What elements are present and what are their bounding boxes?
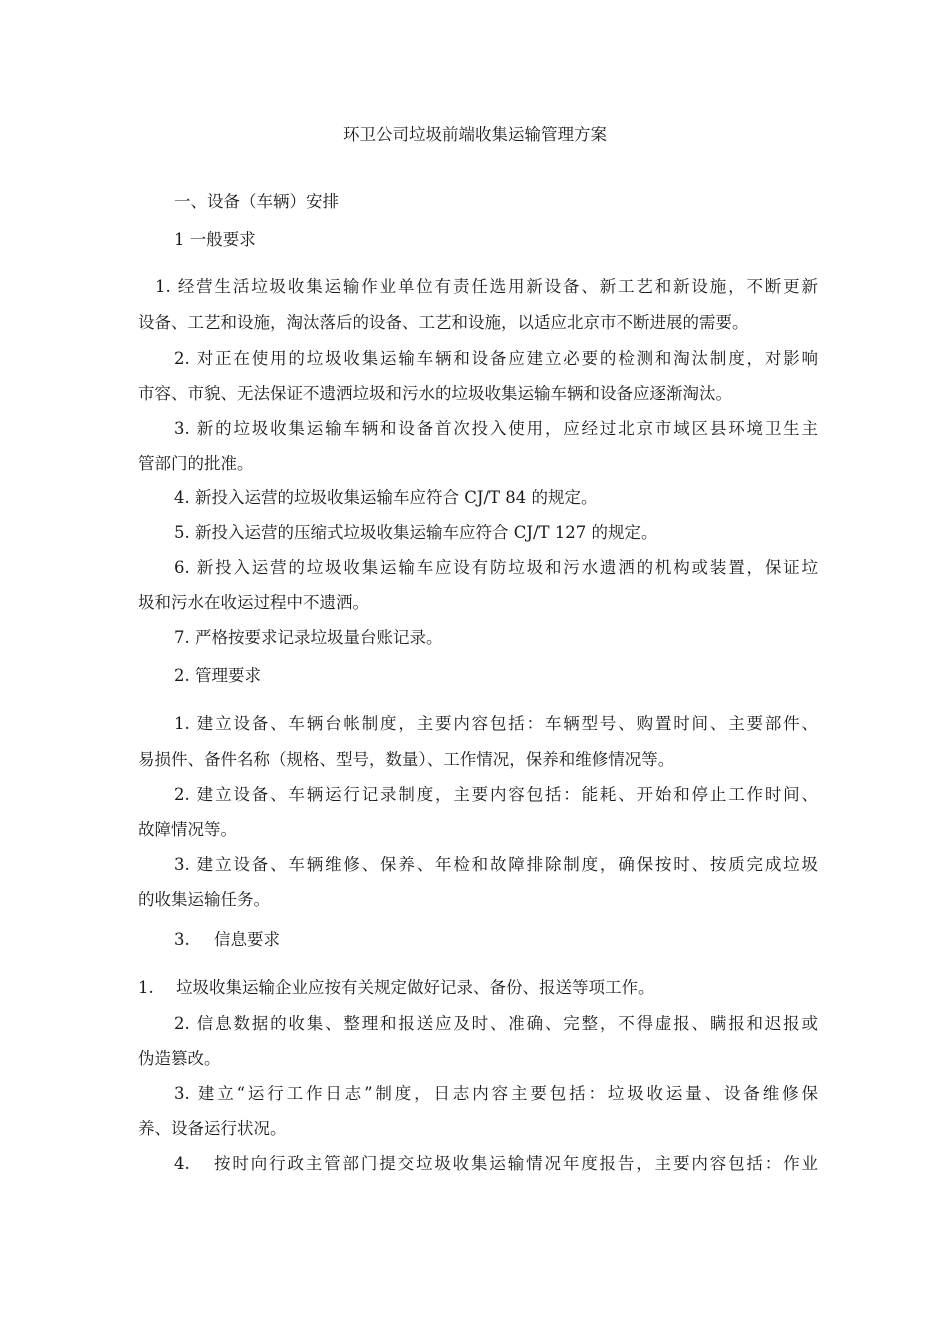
paragraph-line: 伪造篡改。 — [138, 1049, 221, 1068]
paragraph-line: 易损件、备件名称（规格、型号，数量）、工作情况，保养和维修情况等。 — [138, 750, 675, 769]
paragraph-line: 圾和污水在收运过程中不遗洒。 — [138, 593, 369, 612]
list-item-number: 1. — [138, 978, 154, 997]
paragraph-line: 垃圾收集运输企业应按有关规定做好记录、备份、报送等项工作。 — [176, 978, 655, 997]
paragraph-line: 的收集运输任务。 — [138, 890, 270, 909]
document-title: 环卫公司垃圾前端收集运输管理方案 — [343, 125, 607, 144]
paragraph-line: 5. 新投入运营的压缩式垃圾收集运输车应符合 CJ/T 127 的规定。 — [174, 523, 658, 542]
list-item-number: 4. — [174, 1154, 190, 1173]
subsection-heading-general: 1 一般要求 — [174, 230, 256, 249]
paragraph-line: 6. 新投入运营的垃圾收集运输车应设有防垃圾和污水遗洒的机构或装置，保证垃 — [174, 558, 818, 577]
subsection-heading-management: 2. 管理要求 — [174, 666, 261, 685]
section-heading-equipment: 一、设备（车辆）安排 — [174, 192, 339, 211]
paragraph-line: 1. 经营生活垃圾收集运输作业单位有责任选用新设备、新工艺和新设施，不断更新 — [155, 277, 818, 296]
paragraph-line: 设备、工艺和设施，淘汰落后的设备、工艺和设施，以适应北京市不断进展的需要。 — [138, 313, 749, 332]
subsection-heading-info: 信息要求 — [214, 930, 280, 949]
paragraph-line: 1. 建立设备、车辆台帐制度，主要内容包括：车辆型号、购置时间、主要部件、 — [174, 714, 818, 733]
subsection-heading-info-number: 3. — [174, 930, 190, 949]
paragraph-line: 2. 对正在使用的垃圾收集运输车辆和设备应建立必要的检测和淘汰制度，对影响 — [174, 349, 818, 368]
paragraph-line: 故障情况等。 — [138, 820, 237, 839]
paragraph-line: 3. 新的垃圾收集运输车辆和设备首次投入使用，应经过北京市域区县环境卫生主 — [174, 419, 818, 438]
paragraph-line: 3. 建立“运行工作日志”制度，日志内容主要包括：垃圾收运量、设备维修保 — [174, 1084, 818, 1103]
paragraph-line: 2. 建立设备、车辆运行记录制度，主要内容包括：能耗、开始和停止工作时间、 — [174, 785, 818, 804]
paragraph-line: 按时向行政主管部门提交垃圾收集运输情况年度报告，主要内容包括：作业 — [214, 1154, 818, 1173]
paragraph-line: 养、设备运行状况。 — [138, 1119, 287, 1138]
paragraph-line: 7. 严格按要求记录垃圾量台账记录。 — [174, 628, 443, 647]
paragraph-line: 4. 新投入运营的垃圾收集运输车应符合 CJ/T 84 的规定。 — [174, 488, 598, 507]
paragraph-line: 市容、市貌、无法保证不遗洒垃圾和污水的垃圾收集运输车辆和设备应逐渐淘汰。 — [138, 384, 732, 403]
paragraph-line: 3. 建立设备、车辆维修、保养、年检和故障排除制度，确保按时、按质完成垃圾 — [174, 855, 818, 874]
paragraph-line: 管部门的批准。 — [138, 454, 254, 473]
paragraph-line: 2. 信息数据的收集、整理和报送应及时、准确、完整，不得虚报、瞒报和迟报或 — [174, 1014, 818, 1033]
